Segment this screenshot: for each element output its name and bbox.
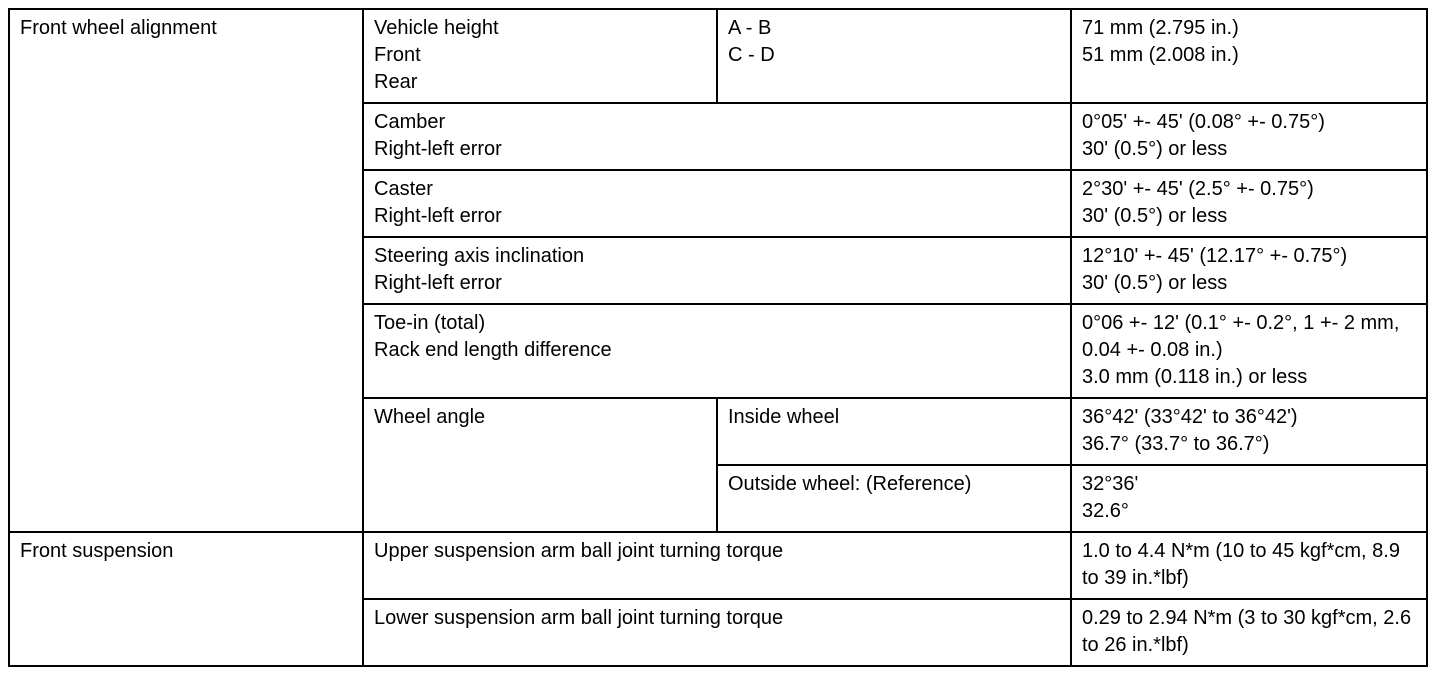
- spec-label-line: Rear: [374, 71, 418, 93]
- spec-value: 12°10' +- 45' (12.17° +- 0.75°): [1082, 245, 1348, 267]
- steering-axis-values: [1071, 237, 1427, 304]
- spec-value: 2°30' +- 45' (2.5° +- 0.75°): [1082, 178, 1314, 200]
- caster-label: [363, 170, 1071, 237]
- spec-value: 71 mm (2.795 in.): [1082, 17, 1239, 39]
- vehicle-height-values: [1071, 9, 1427, 103]
- spec-value: 32°36': [1082, 473, 1139, 495]
- toe-in-values: [1071, 304, 1427, 398]
- inside-wheel-values: [1071, 398, 1427, 465]
- table-row: [9, 9, 1427, 103]
- spec-value: 0°06 +- 12' (0.1° +- 0.2°, 1 +- 2 mm, 0.04 +- 0.08 in.): [1082, 312, 1400, 361]
- specifications-table: [8, 8, 1428, 667]
- spec-label-line: Vehicle height: [374, 17, 499, 39]
- section-label-front-suspension: Front suspension: [9, 532, 363, 666]
- camber-values: [1071, 103, 1427, 170]
- spec-value: 0°05' +- 45' (0.08° +- 0.75°): [1082, 111, 1325, 133]
- spec-value: 36°42' (33°42' to 36°42'): [1082, 406, 1298, 428]
- spec-value: 51 mm (2.008 in.): [1082, 44, 1239, 66]
- measure-point: A - B: [728, 17, 772, 39]
- spec-label-line: Steering axis inclination: [374, 245, 585, 267]
- inside-wheel-label: Inside wheel: [717, 398, 1071, 465]
- measure-point: C - D: [728, 44, 775, 66]
- steering-axis-label: [363, 237, 1071, 304]
- section-label-front-wheel-alignment: Front wheel alignment: [9, 9, 363, 532]
- toe-in-label: [363, 304, 1071, 398]
- lower-arm-label: Lower suspension arm ball joint turning torque: [363, 599, 1071, 666]
- spec-label-line: Right-left error: [374, 272, 502, 294]
- outside-wheel-values: [1071, 465, 1427, 532]
- spec-value: 36.7° (33.7° to 36.7°): [1082, 433, 1270, 455]
- vehicle-height-label: [363, 9, 717, 103]
- spec-value: 30' (0.5°) or less: [1082, 272, 1228, 294]
- spec-value: 3.0 mm (0.118 in.) or less: [1082, 366, 1308, 388]
- upper-arm-value: 1.0 to 4.4 N*m (10 to 45 kgf*cm, 8.9 to 39 in.*lbf): [1071, 532, 1427, 599]
- spec-label-line: Rack end length difference: [374, 339, 612, 361]
- spec-value: 30' (0.5°) or less: [1082, 205, 1228, 227]
- caster-values: [1071, 170, 1427, 237]
- lower-arm-value: 0.29 to 2.94 N*m (3 to 30 kgf*cm, 2.6 to 26 in.*lbf): [1071, 599, 1427, 666]
- spec-label-line: Right-left error: [374, 138, 502, 160]
- camber-label: [363, 103, 1071, 170]
- spec-label-line: Toe-in (total): [374, 312, 486, 334]
- spec-label-line: Front: [374, 44, 421, 66]
- table-row: [9, 532, 1427, 599]
- spec-value: 32.6°: [1082, 500, 1129, 522]
- spec-label-line: Caster: [374, 178, 433, 200]
- spec-label-line: Right-left error: [374, 205, 502, 227]
- wheel-angle-label: Wheel angle: [363, 398, 717, 532]
- outside-wheel-label: Outside wheel: (Reference): [717, 465, 1071, 532]
- spec-label-line: Camber: [374, 111, 446, 133]
- vehicle-height-points: [717, 9, 1071, 103]
- spec-value: 30' (0.5°) or less: [1082, 138, 1228, 160]
- upper-arm-label: Upper suspension arm ball joint turning torque: [363, 532, 1071, 599]
